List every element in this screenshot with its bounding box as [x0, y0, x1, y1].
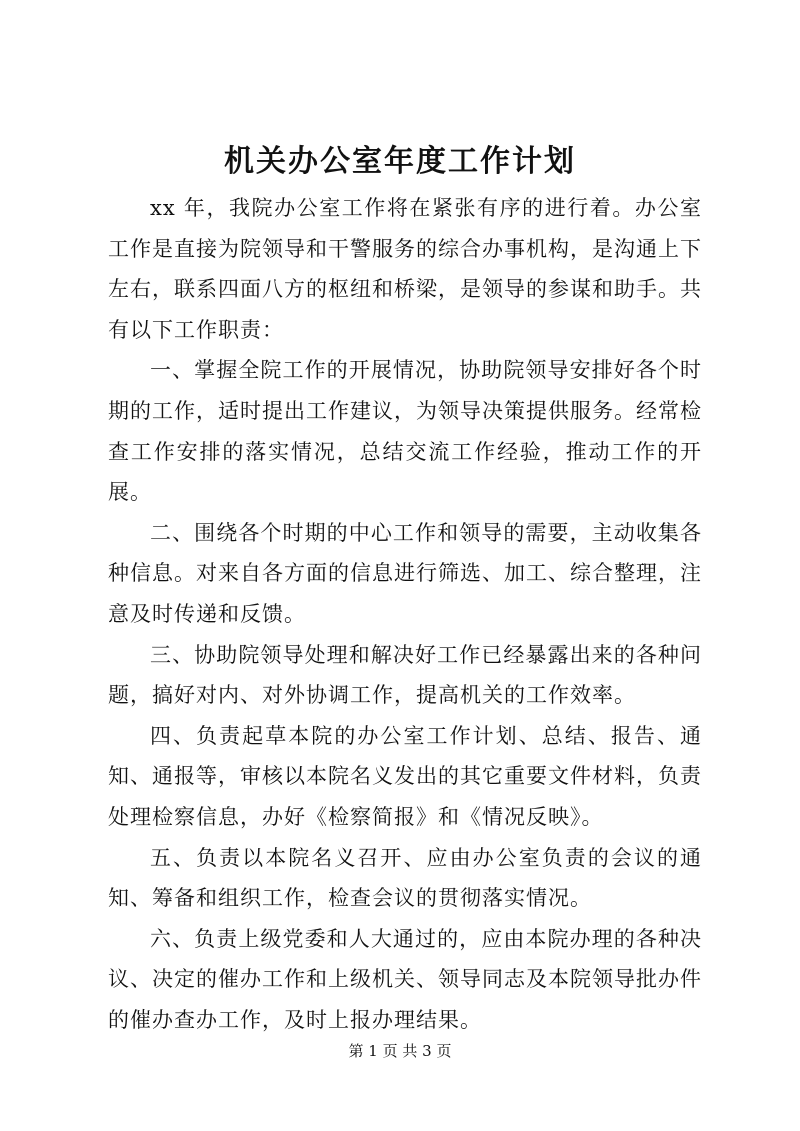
paragraph-duty-2: 二、围绕各个时期的中心工作和领导的需要，主动收集各种信息。对来自各方面的信息进行筛选、加工、综合整理，注意及时传递和反馈。	[108, 520, 702, 626]
page-number-footer: 第 1 页 共 3 页	[348, 1042, 452, 1060]
paragraph-duty-1: 一、掌握全院工作的开展情况，协助院领导安排好各个时期的工作，适时提出工作建议，为领导决策提供服务。经常检查工作安排的落实情况，总结交流工作经验，推动工作的开展。	[108, 358, 702, 505]
paragraph-duty-5: 五、负责以本院名义召开、应由办公室负责的会议的通知、筹备和组织工作，检查会议的贯彻落实情况。	[108, 845, 702, 911]
paragraph-duty-3: 三、协助院领导处理和解决好工作已经暴露出来的各种问题，搞好对内、对外协调工作，提高机关的工作效率。	[108, 642, 702, 708]
document-body	[108, 188, 702, 1040]
document-title: 机关办公室年度工作计划	[224, 144, 576, 179]
paragraph-intro: xx 年，我院办公室工作将在紧张有序的进行着。办公室工作是直接为院领导和干警服务的综合办事机构，是沟通上下左右，联系四面八方的枢纽和桥梁，是领导的参谋和助手。共有以下工作职责：	[108, 196, 702, 342]
paragraph-duty-4: 四、负责起草本院的办公室工作计划、总结、报告、通知、通报等，审核以本院名义发出的其它重要文件材料，负责处理检察信息，办好《检察简报》和《情况反映》。	[108, 723, 702, 829]
paragraph-duty-6: 六、负责上级党委和人大通过的，应由本院办理的各种决议、决定的催办工作和上级机关、领导同志及本院领导批办件的催办查办工作，及时上报办理结果。	[108, 926, 702, 1032]
